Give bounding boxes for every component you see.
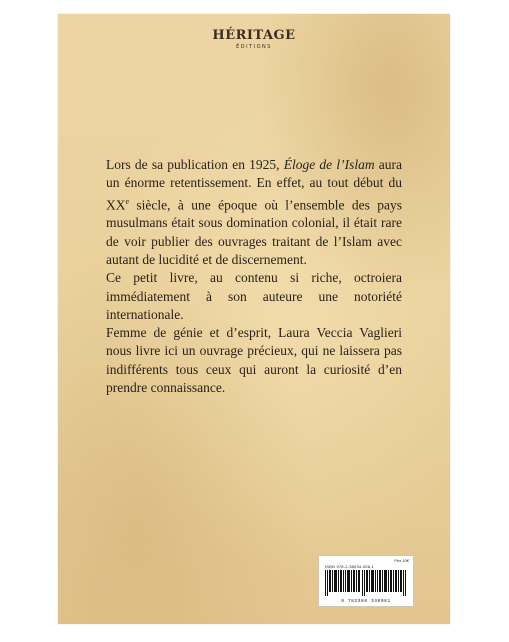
blurb-p1-part-a: Lors de sa publication en 1925, bbox=[106, 157, 284, 172]
publisher-name: HÉRITAGE bbox=[212, 28, 296, 43]
blurb-p1-part-c: siècle, à une époque où l’ensemble des pays musulmans était sous domination colonial, il était rare de voir publier des ouvrages traitant de l’Islam avec autant de lucidité et de discernement. bbox=[106, 197, 402, 267]
book-title-italic: Éloge de l’Islam bbox=[283, 157, 375, 172]
barcode-digits: 9 782380 340081 bbox=[341, 599, 391, 604]
barcode-label bbox=[318, 555, 414, 607]
blurb-paragraph-1 bbox=[106, 156, 402, 269]
blurb-paragraph-3: Femme de génie et d’esprit, Laura Veccia Vaglieri nous livre ici un ouvrage précieux, qui ne laissera pas indifférents tous ceux qui auront la curiosité d’en prendre connaissance. bbox=[106, 325, 402, 396]
book-back-cover bbox=[58, 14, 450, 624]
blurb-p1-part-b: aura un énorme retentissement. En effet, au tout début du XX bbox=[106, 157, 402, 213]
isbn-text: ISBN 978-2-38034-008-1 bbox=[325, 564, 375, 569]
century-superscript: e bbox=[125, 196, 130, 206]
publisher-logo bbox=[58, 28, 450, 50]
blurb-paragraph-2: Ce petit livre, au contenu si riche, octroiera immédiatement à son auteure une notoriété internationale. bbox=[106, 270, 402, 322]
price-text: Prix 10€ bbox=[394, 558, 409, 563]
blurb-text bbox=[106, 156, 402, 397]
barcode-icon bbox=[325, 570, 407, 596]
publisher-subtitle: ÉDITIONS bbox=[236, 44, 272, 50]
